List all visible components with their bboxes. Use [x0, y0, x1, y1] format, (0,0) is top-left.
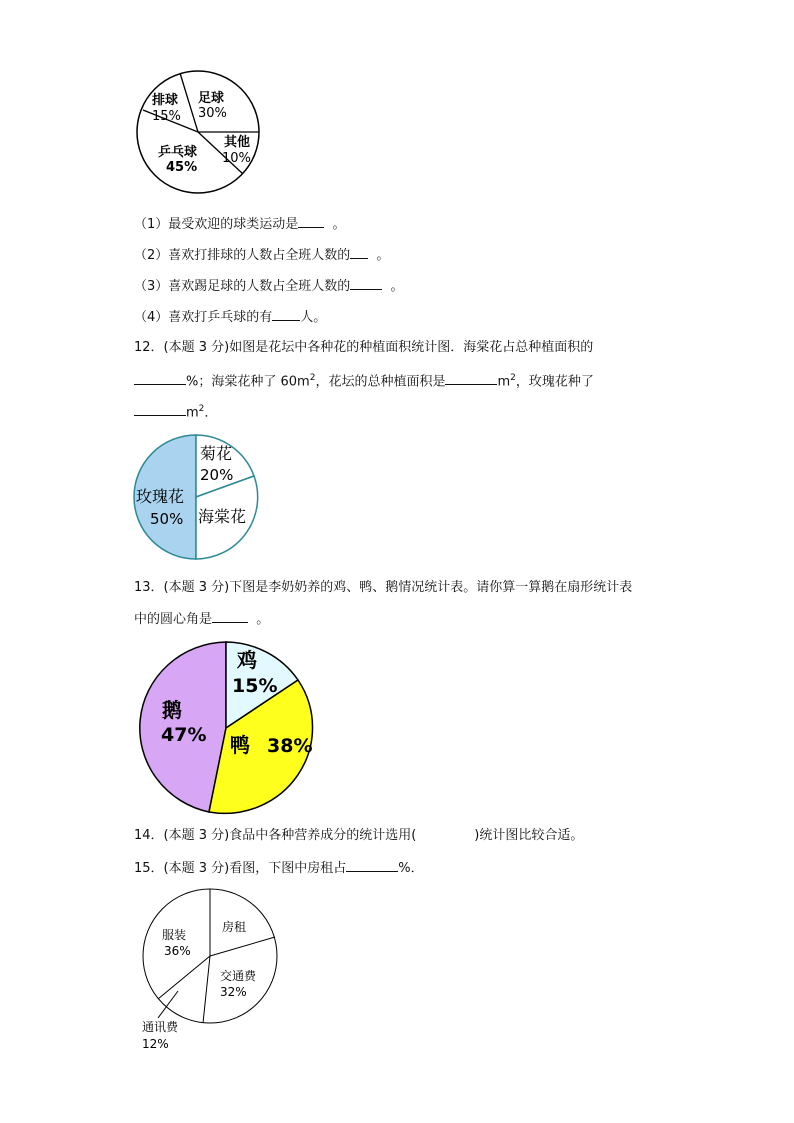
transport-label: 交通费 [220, 969, 257, 983]
other-label: 其他 [224, 135, 251, 150]
flower-pie-chart [132, 432, 262, 562]
pingpong-label: 乒乓球 [158, 145, 198, 160]
telecom-percent: 12% [142, 1037, 169, 1051]
q11-blank-2[interactable] [350, 245, 368, 259]
ball-sports-pie-chart [132, 70, 264, 195]
q11-item-3: （3）喜欢踢足球的人数占全班人数的 。 [134, 276, 404, 296]
pingpong-percent: 45% [166, 160, 198, 175]
begonia-label: 海棠花 [198, 507, 247, 526]
rose-percent: 50% [150, 510, 184, 528]
goose-label: 鹅 [162, 698, 182, 722]
q12-blank-2[interactable] [445, 371, 497, 385]
rose-label: 玫瑰花 [136, 487, 185, 506]
q12-line-3: $m^2$． [134, 400, 217, 422]
rent-label: 房租 [222, 920, 247, 934]
volleyball-label: 排球 [152, 93, 179, 108]
duck-percent: 38% [267, 735, 313, 757]
q15-text: 15．(本题 3 分)看图，下图中房租占 %． [134, 858, 424, 878]
football-label: 足球 [198, 91, 225, 106]
q12-line-2: %；海棠花种了 $60m^2$，花坛的总种植面积是 $m^2$，玫瑰花种了 [134, 369, 594, 391]
q11-item-1: （1）最受欢迎的球类运动是 。 [134, 214, 346, 234]
q11-item-2: （2）喜欢打排球的人数占全班人数的 。 [134, 245, 390, 265]
other-percent: 10% [222, 151, 251, 166]
q12-blank-1[interactable] [134, 371, 186, 385]
q12-blank-3[interactable] [134, 402, 186, 416]
expense-pie-chart [136, 888, 286, 1056]
clothing-label: 服装 [162, 928, 187, 942]
chrysanthemum-label: 菊花 [200, 444, 233, 463]
duck-label: 鸭 [230, 733, 250, 757]
q11-blank-4[interactable] [272, 307, 300, 321]
q13-line-2: 中的圆心角是 。 [134, 609, 269, 629]
q11-blank-1[interactable] [298, 214, 324, 228]
q14-text: 14．(本题 3 分)食品中各种营养成分的统计选用( )统计图比较合适。 [134, 828, 584, 843]
clothing-percent: 36% [164, 944, 191, 958]
chicken-percent: 15% [232, 675, 278, 697]
goose-percent: 47% [161, 724, 207, 746]
q15-blank[interactable] [346, 858, 398, 872]
q13-blank[interactable] [212, 609, 248, 623]
chicken-label: 鸡 [237, 648, 257, 672]
transport-percent: 32% [220, 985, 247, 999]
chrysanthemum-percent: 20% [200, 466, 234, 484]
telecom-label: 通讯费 [142, 1020, 179, 1034]
q11-item-4: （4）喜欢打乒乓球的有 人。 [134, 307, 326, 327]
volleyball-percent: 15% [152, 109, 181, 124]
q11-blank-3[interactable] [350, 276, 382, 290]
q12-line-1: 12．(本题 3 分)如图是花坛中各种花的种植面积统计图．海棠花占总种植面积的 [134, 340, 594, 355]
football-percent: 30% [198, 106, 227, 121]
q13-line-1: 13．(本题 3 分)下图是李奶奶养的鸡、鸭、鹅情况统计表。请你算一算鹅在扇形统计表 [134, 580, 633, 595]
poultry-pie-chart [136, 640, 318, 820]
